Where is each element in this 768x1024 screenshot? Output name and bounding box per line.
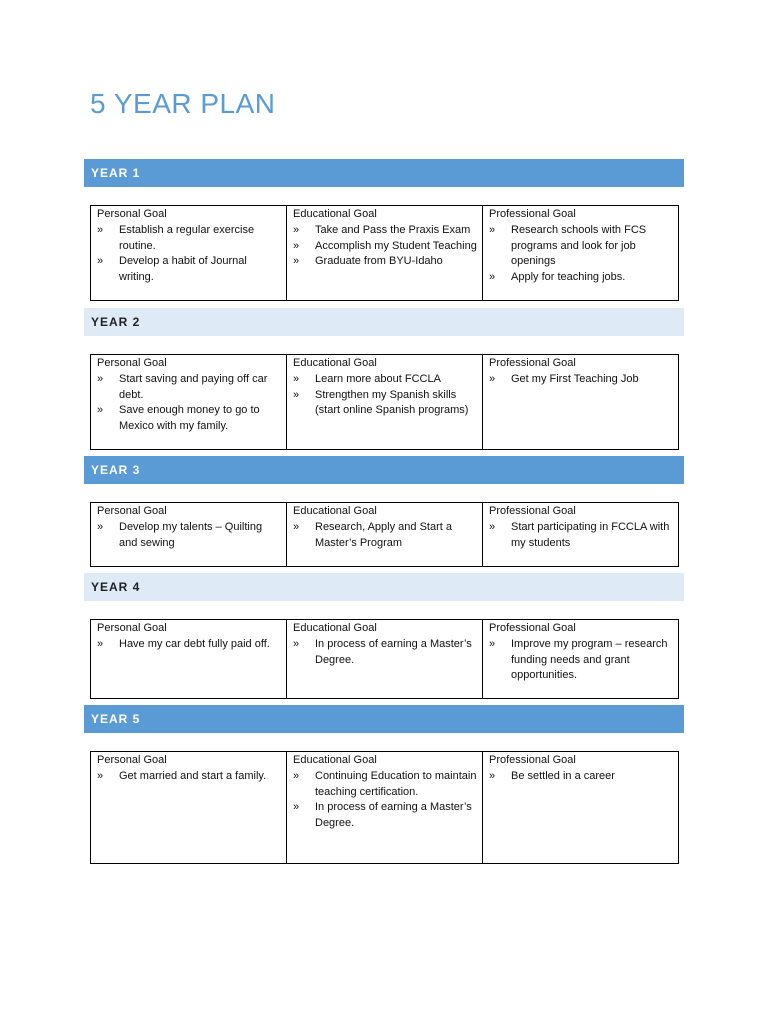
goal-list [97,769,281,785]
goal-text: Be settled in a career [511,769,615,782]
goal-item [97,254,281,286]
bullet-icon: » [293,255,300,268]
goal-item [293,800,477,832]
goal-item [293,637,477,669]
goal-text: Save enough money to go to Mexico with my family. [119,404,260,433]
goal-item [489,769,673,785]
column-heading: Professional Goal [489,208,576,220]
bullet-icon: » [489,271,496,284]
column-heading: Professional Goal [489,754,576,766]
year-3-goals-table [90,502,679,567]
goal-list [293,637,477,669]
goal-item [489,270,673,286]
goal-item [293,520,477,552]
column-heading: Educational Goal [293,208,377,220]
goal-text: Start saving and paying off car debt. [119,372,268,401]
personal-goal-cell [91,503,287,567]
column-heading: Educational Goal [293,622,377,634]
column-heading: Personal Goal [97,505,167,517]
professional-goal-cell [483,206,679,301]
goal-list [489,637,673,684]
professional-goal-cell [483,752,679,864]
goal-item [489,637,673,684]
personal-goal-cell [91,620,287,699]
goal-text: Accomplish my Student Teaching [315,239,477,252]
goal-list [97,372,281,435]
goal-text: Start participating in FCCLA with my students [511,520,670,549]
goal-item [97,372,281,404]
goal-list [489,769,673,785]
goal-item [489,223,673,270]
professional-goal-cell [483,355,679,450]
goal-item [489,520,673,552]
column-heading: Educational Goal [293,357,377,369]
goal-item [97,520,281,552]
goal-item [293,223,477,239]
goal-list [293,223,477,270]
personal-goal-cell [91,206,287,301]
goal-text: Get my First Teaching Job [511,372,639,385]
year-5-goals-table [90,751,679,864]
goal-list [489,372,673,388]
goal-item [293,769,477,801]
goal-text: Develop my talents – Quilting and sewing [119,520,263,549]
goal-text: Learn more about FCCLA [315,372,441,385]
goal-list [489,520,673,552]
bullet-icon: » [293,388,300,401]
year-5-header: YEAR 5 [84,705,684,733]
goal-list [97,223,281,286]
goal-item [97,637,281,653]
goal-text: Develop a habit of Journal writing. [119,255,247,284]
professional-goal-cell [483,503,679,567]
goal-item [293,372,477,388]
year-1-goals-table [90,205,679,301]
bullet-icon: » [97,520,104,533]
year-4-header: YEAR 4 [84,573,684,601]
personal-goal-cell [91,355,287,450]
year-1-header: YEAR 1 [84,159,684,187]
bullet-icon: » [489,372,496,385]
goal-text: Graduate from BYU-Idaho [315,255,443,268]
goal-item [97,403,281,435]
goal-text: Research, Apply and Start a Master’s Program [315,520,452,549]
column-heading: Personal Goal [97,754,167,766]
goal-text: Research schools with FCS programs and look for job openings [511,223,647,268]
bullet-icon: » [293,239,300,252]
goal-text: In process of earning a Master’s Degree. [315,801,472,830]
educational-goal-cell [287,620,483,699]
column-heading: Personal Goal [97,208,167,220]
educational-goal-cell [287,503,483,567]
page-title: 5 YEAR PLAN [90,88,276,119]
bullet-icon: » [293,801,300,814]
personal-goal-cell [91,752,287,864]
column-heading: Professional Goal [489,622,576,634]
goal-item [293,239,477,255]
year-4-goals-table [90,619,679,699]
goal-item [293,388,477,420]
bullet-icon: » [293,223,300,236]
goal-text: Continuing Education to maintain teaching certification. [315,769,477,798]
goal-text: Have my car debt fully paid off. [119,637,270,650]
column-heading: Educational Goal [293,754,377,766]
goal-list [97,520,281,552]
bullet-icon: » [97,769,104,782]
goal-list [293,520,477,552]
year-3-header: YEAR 3 [84,456,684,484]
professional-goal-cell [483,620,679,699]
bullet-icon: » [97,637,104,650]
goal-text: Establish a regular exercise routine. [119,223,255,252]
bullet-icon: » [489,637,496,650]
goal-item [97,769,281,785]
column-heading: Professional Goal [489,505,576,517]
educational-goal-cell [287,752,483,864]
goal-text: Strengthen my Spanish skills (start online Spanish programs) [315,388,469,417]
goal-text: Improve my program – research funding needs and grant opportunities. [511,637,668,682]
column-heading: Personal Goal [97,622,167,634]
goal-list [489,223,673,286]
goal-item [97,223,281,255]
column-heading: Educational Goal [293,505,377,517]
goal-list [97,637,281,653]
goal-item [489,372,673,388]
bullet-icon: » [97,404,104,417]
goal-list [293,769,477,832]
bullet-icon: » [489,769,496,782]
goal-text: Take and Pass the Praxis Exam [315,223,471,236]
bullet-icon: » [293,637,300,650]
bullet-icon: » [97,223,104,236]
year-2-goals-table [90,354,679,450]
bullet-icon: » [97,372,104,385]
goal-text: Apply for teaching jobs. [511,271,626,284]
goal-text: In process of earning a Master’s Degree. [315,637,472,666]
educational-goal-cell [287,355,483,450]
bullet-icon: » [489,223,496,236]
educational-goal-cell [287,206,483,301]
column-heading: Professional Goal [489,357,576,369]
column-heading: Personal Goal [97,357,167,369]
year-2-header: YEAR 2 [84,308,684,336]
bullet-icon: » [293,769,300,782]
bullet-icon: » [97,255,104,268]
goal-item [293,254,477,270]
bullet-icon: » [293,520,300,533]
bullet-icon: » [489,520,496,533]
goal-text: Get married and start a family. [119,769,267,782]
goal-list [293,372,477,419]
bullet-icon: » [293,372,300,385]
